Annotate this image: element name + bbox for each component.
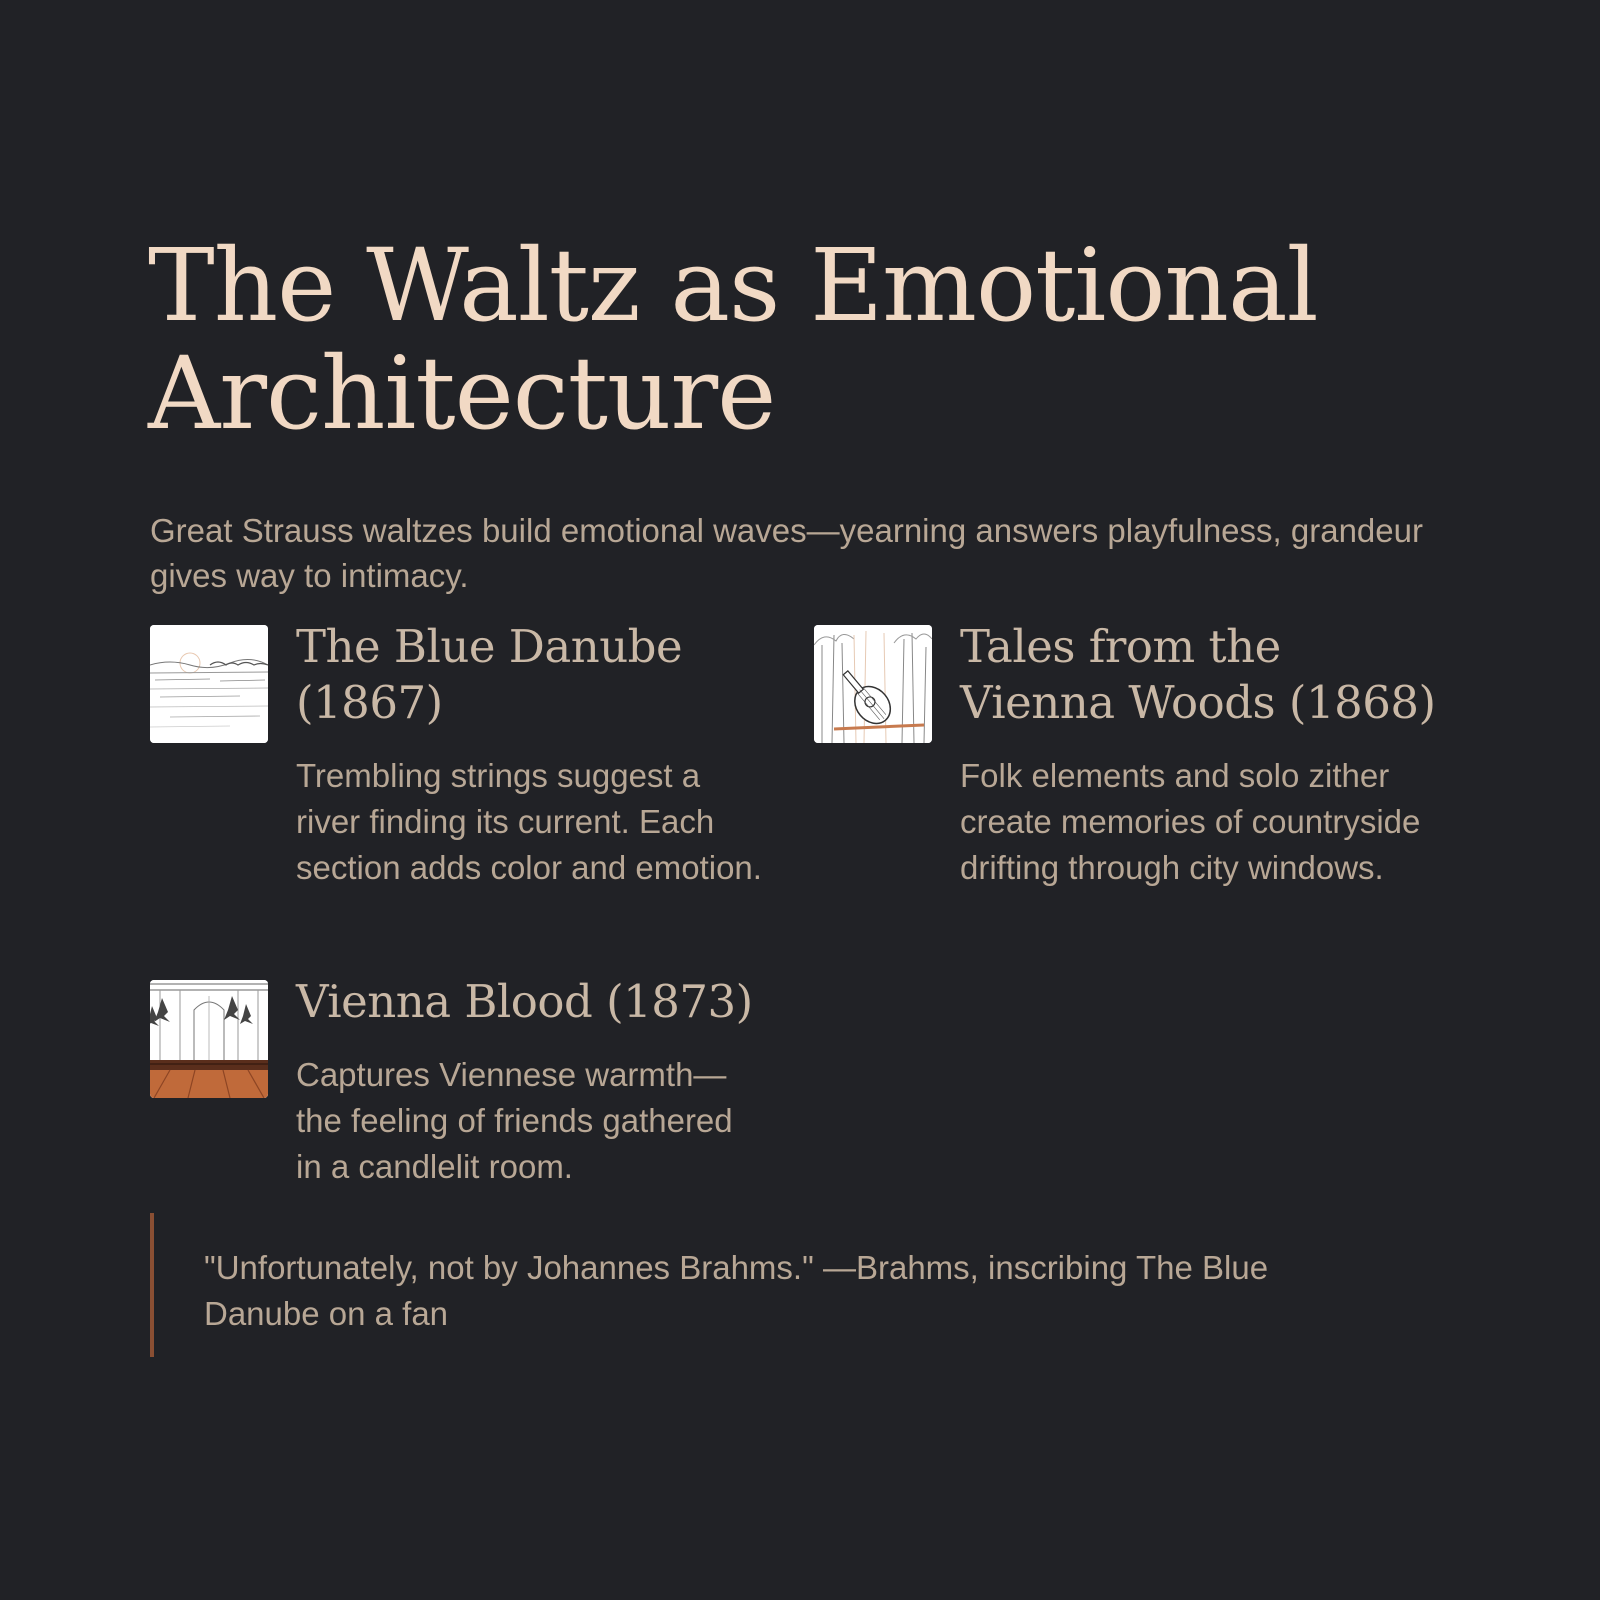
card-text: Trembling strings suggest a river finding its current. Each section adds color and emotion. bbox=[296, 757, 762, 886]
card-title: The Blue Danube (1867) bbox=[296, 620, 683, 729]
card-title: Tales from the Vienna Woods (1868) bbox=[960, 620, 1436, 729]
zither-forest-icon bbox=[814, 625, 932, 743]
blockquote bbox=[150, 1213, 1394, 1357]
card-text: Folk elements and solo zither create memories of countryside drifting through city windows. bbox=[960, 757, 1421, 886]
page-title: The Waltz as Emotional Architecture bbox=[148, 227, 1318, 452]
river-sketch-icon bbox=[150, 625, 268, 743]
card-title: Vienna Blood (1873) bbox=[296, 975, 753, 1028]
ballroom-chandelier-icon bbox=[150, 980, 268, 1098]
card-text: Captures Viennese warmth—the feeling of friends gathered in a candlelit room. bbox=[296, 1056, 733, 1185]
quote-text: "Unfortunately, not by Johannes Brahms." —Brahms, inscribing The Blue Danube on a fan bbox=[204, 1249, 1269, 1332]
page-subtitle: Great Strauss waltzes build emotional waves—yearning answers playfulness, grandeur gives way to intimacy. bbox=[150, 512, 1423, 594]
